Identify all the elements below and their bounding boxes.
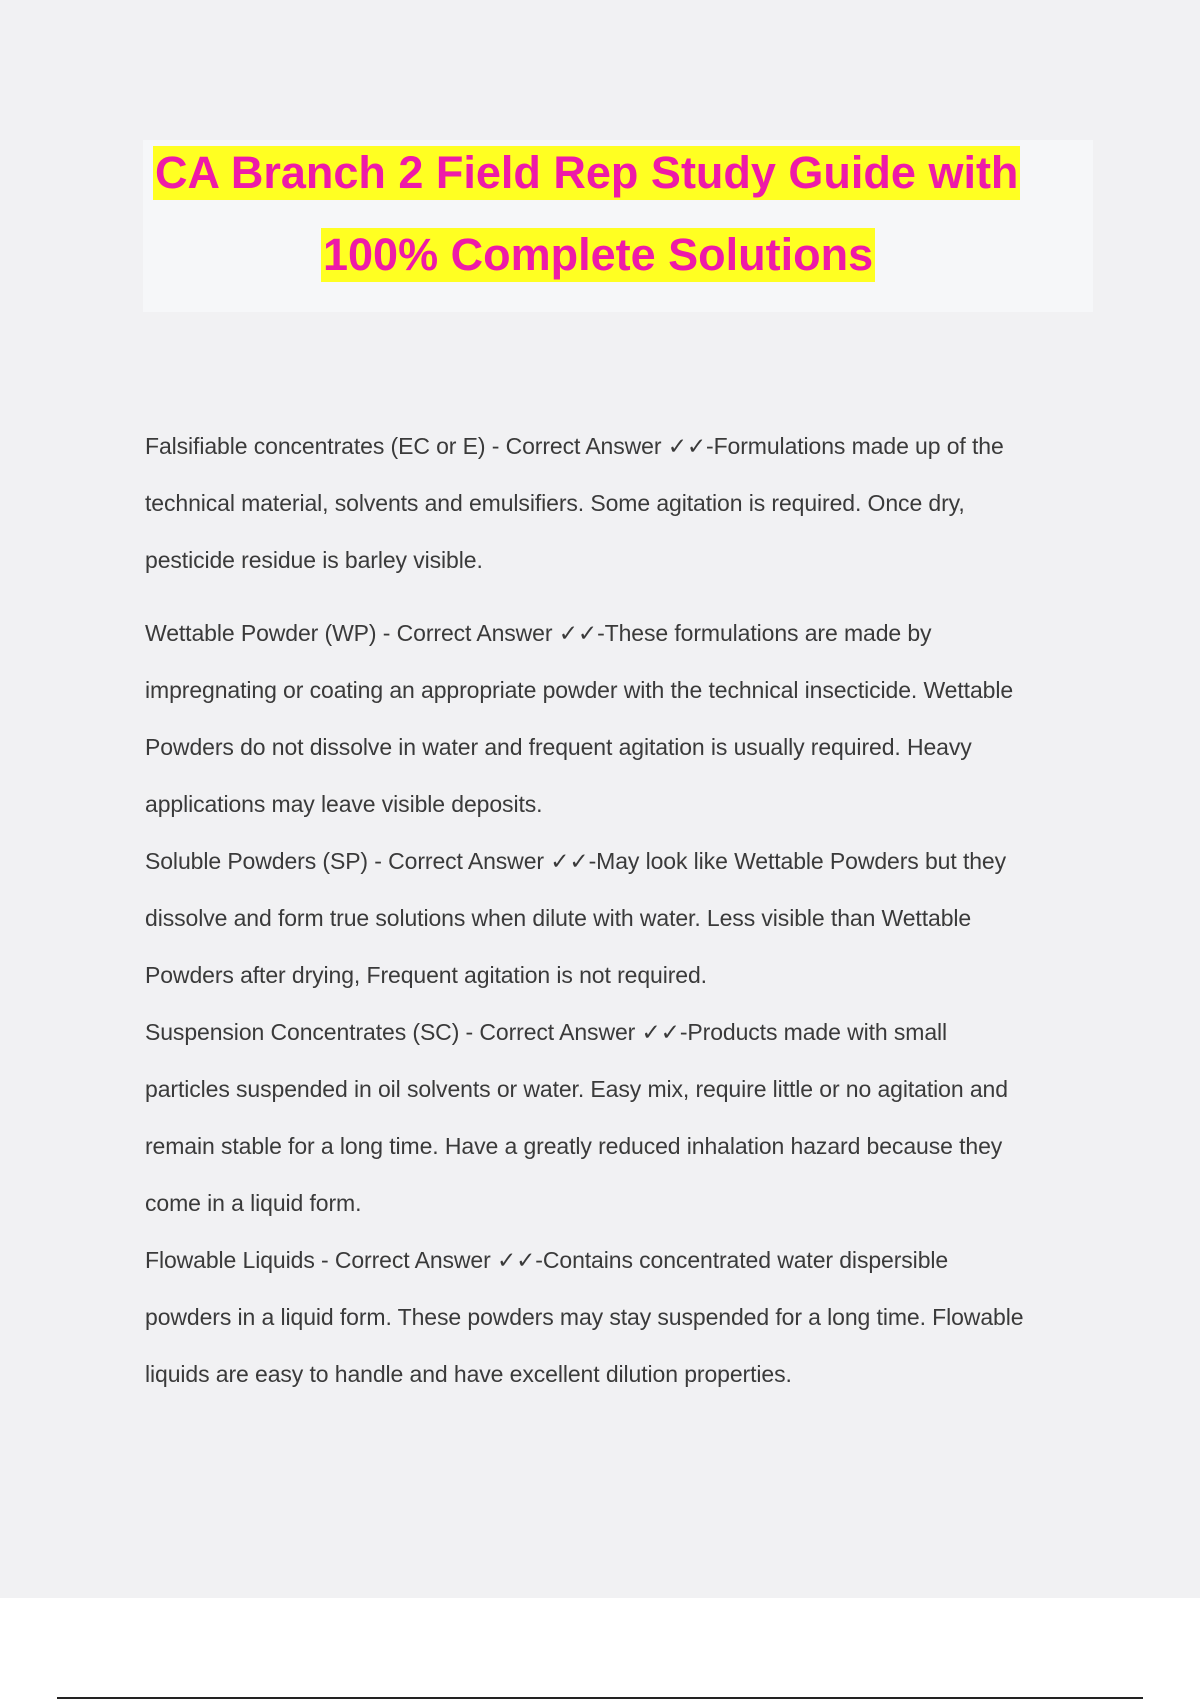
qa-text-line: remain stable for a long time. Have a greatly reduced inhalation hazard because they: [145, 1133, 1003, 1159]
qa-text-line: dissolve and form true solutions when dilute with water. Less visible than Wettable: [145, 905, 972, 931]
qa-text-line: particles suspended in oil solvents or water. Easy mix, require little or no agitation and: [145, 1076, 1008, 1102]
title-block: [143, 140, 1093, 312]
qa-text-line: applications may leave visible deposits.: [145, 791, 543, 817]
qa-text-line: technical material, solvents and emulsifiers. Some agitation is required. Once dry,: [145, 490, 965, 516]
qa-list: [145, 418, 1095, 1403]
page-title-line-2: 100% Complete Solutions: [323, 229, 874, 280]
qa-item-sc: [145, 1004, 1095, 1232]
qa-text-line: Powders after drying, Frequent agitation is not required.: [145, 962, 707, 988]
footer-divider: [57, 1697, 1143, 1699]
qa-item-flowable: [145, 1232, 1095, 1403]
qa-text-line: impregnating or coating an appropriate powder with the technical insecticide. Wettable: [145, 677, 1014, 703]
qa-text-line: Soluble Powders (SP) - Correct Answer ✓✓-May look like Wettable Powders but they: [145, 848, 1007, 874]
qa-text-line: pesticide residue is barley visible.: [145, 547, 483, 573]
qa-text-line: Wettable Powder (WP) - Correct Answer ✓✓-These formulations are made by: [145, 620, 932, 646]
page-title-line-1: CA Branch 2 Field Rep Study Guide with: [155, 147, 1019, 198]
qa-text-line: come in a liquid form.: [145, 1190, 362, 1216]
qa-text-line: Suspension Concentrates (SC) - Correct Answer ✓✓-Products made with small: [145, 1019, 948, 1045]
qa-item-sp: [145, 833, 1095, 1004]
qa-text-line: powders in a liquid form. These powders may stay suspended for a long time. Flowable: [145, 1304, 1024, 1330]
qa-text-line: Flowable Liquids - Correct Answer ✓✓-Contains concentrated water dispersible: [145, 1247, 949, 1273]
qa-text-line: liquids are easy to handle and have excellent dilution properties.: [145, 1361, 792, 1387]
qa-item-wp: [145, 605, 1095, 833]
qa-text-line: Falsifiable concentrates (EC or E) - Correct Answer ✓✓-Formulations made up of the: [145, 433, 1004, 459]
qa-text-line: Powders do not dissolve in water and frequent agitation is usually required. Heavy: [145, 734, 972, 760]
qa-item-ec: [145, 418, 1095, 589]
